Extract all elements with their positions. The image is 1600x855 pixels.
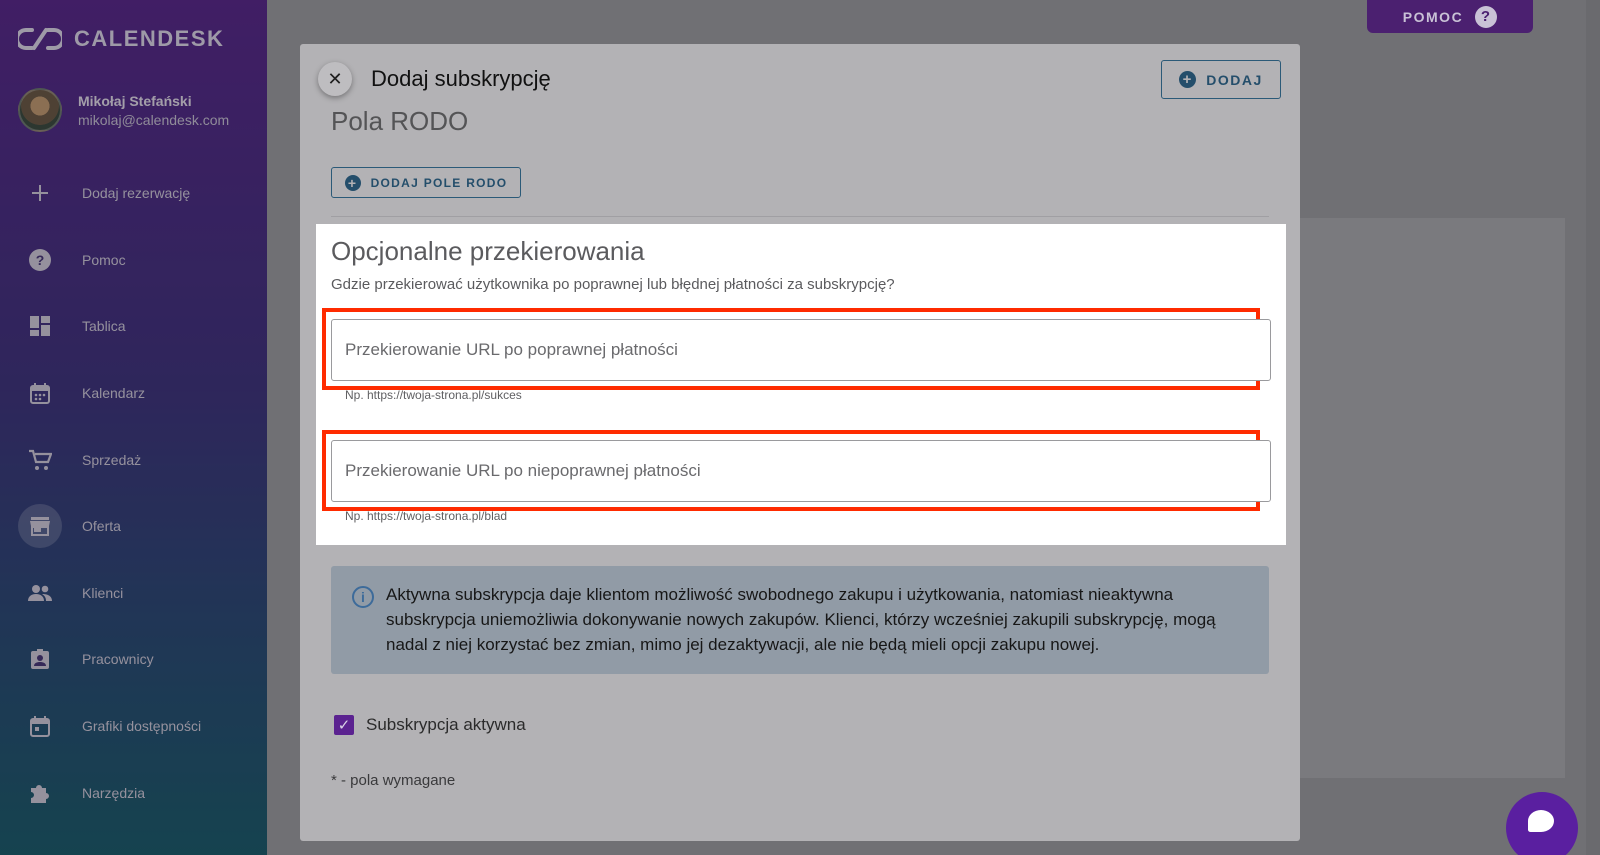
sidebar-item-employees[interactable]: [0, 626, 267, 693]
sidebar-item-label: Dodaj rezerwację: [82, 185, 191, 202]
sidebar-item-add-reservation[interactable]: [0, 160, 267, 227]
close-icon: ✕: [327, 68, 343, 89]
sidebar-item-sales[interactable]: [0, 426, 267, 493]
background-card: [1300, 218, 1565, 778]
user-profile[interactable]: [18, 88, 229, 132]
puzzle-icon: [28, 781, 52, 805]
active-subscription-checkbox[interactable]: [334, 715, 354, 735]
help-button[interactable]: [1367, 0, 1533, 33]
add-button[interactable]: [1161, 60, 1281, 99]
redirects-section: [316, 224, 1286, 545]
logo[interactable]: [18, 26, 224, 52]
info-text: Aktywna subskrypcja daje klientom możliwość swobodnego zakupu i użytkowania, natomiast nieaktywna subskrypcja uniemożliwia dokonywanie nowych zakupów. Klienci, którzy wcześniej zakupili subskrypcję, mogą nadal z niej korzystać bez zmian, mimo jej dezaktywacji, ale nie będą mieli opcji zakupu nowej.: [386, 585, 1216, 654]
sidebar-item-label: Narzędzia: [82, 784, 146, 801]
info-alert: [331, 566, 1269, 674]
sidebar-item-dashboard[interactable]: [0, 293, 267, 360]
failure-url-hint: Np. https://twoja-strona.pl/blad: [345, 509, 508, 523]
calendesk-logo-icon: [18, 27, 62, 51]
help-question-icon: ?: [1475, 6, 1497, 28]
checkmark-icon: ✓: [337, 717, 351, 734]
plus-circle-icon: +: [345, 175, 361, 191]
sidebar-item-label: Oferta: [82, 518, 121, 535]
add-rodo-field-label: DODAJ POLE RODO: [370, 175, 508, 190]
calendar-icon: [28, 381, 52, 405]
sidebar-item-label: Kalendarz: [82, 385, 146, 402]
success-url-field[interactable]: [331, 319, 1271, 381]
sidebar-item-label: Tablica: [82, 318, 126, 335]
badge-icon: [28, 647, 52, 671]
sidebar-item-help[interactable]: [0, 227, 267, 294]
svg-text:?: ?: [35, 251, 45, 268]
dashboard-icon: [28, 314, 52, 338]
success-url-input[interactable]: [345, 320, 1270, 380]
sidebar-nav: [0, 160, 267, 826]
sidebar-item-label: Pracownicy: [82, 651, 154, 668]
sidebar-item-clients[interactable]: [0, 560, 267, 627]
active-subscription-label[interactable]: Subskrypcja aktywna: [366, 715, 526, 734]
plus-circle-icon: +: [1179, 71, 1196, 88]
logo-text: CALENDESK: [74, 26, 225, 51]
rodo-section-title: Pola RODO: [331, 106, 469, 136]
redirects-title: Opcjonalne przekierowania: [331, 236, 645, 266]
sidebar-item-label: Sprzedaż: [82, 451, 142, 468]
sidebar-item-tools[interactable]: [0, 759, 267, 826]
redirects-subtitle: Gdzie przekierować użytkownika po poprawnej lub błędnej płatności za subskrypcję?: [331, 276, 895, 293]
close-button[interactable]: [318, 62, 352, 96]
user-name: Mikołaj Stefański: [78, 92, 192, 109]
add-button-label: DODAJ: [1206, 71, 1263, 88]
plus-icon: [28, 181, 52, 205]
chat-widget-button[interactable]: [1506, 792, 1578, 855]
help-circle-icon: [28, 248, 52, 272]
section-divider: [331, 216, 1269, 217]
add-subscription-dialog: [300, 44, 1300, 841]
sidebar-item-label: Grafiki dostępności: [82, 718, 202, 735]
sidebar: [0, 0, 267, 855]
store-icon: [28, 514, 52, 538]
sidebar-item-offer[interactable]: [0, 493, 267, 560]
success-url-hint: Np. https://twoja-strona.pl/sukces: [345, 388, 522, 402]
failure-url-field[interactable]: [331, 440, 1271, 502]
calendar-schedule-icon: [28, 714, 52, 738]
user-email: mikolaj@calendesk.com: [78, 111, 230, 128]
sidebar-item-calendar[interactable]: [0, 360, 267, 427]
required-fields-note: * - pola wymagane: [331, 772, 456, 789]
sidebar-item-schedules[interactable]: [0, 693, 267, 760]
page-scrollbar[interactable]: [1586, 0, 1600, 855]
dialog-title: Dodaj subskrypcję: [371, 66, 551, 91]
sidebar-item-label: Pomoc: [82, 251, 126, 268]
people-icon: [28, 581, 52, 605]
active-subscription-row[interactable]: [334, 715, 526, 735]
cart-icon: [28, 448, 52, 472]
failure-url-input[interactable]: [345, 441, 1270, 501]
sidebar-item-label: Klienci: [82, 584, 124, 601]
help-button-label: POMOC: [1402, 8, 1464, 25]
avatar: [18, 88, 62, 132]
add-rodo-field-button[interactable]: [331, 167, 521, 198]
info-icon: i: [352, 586, 374, 608]
